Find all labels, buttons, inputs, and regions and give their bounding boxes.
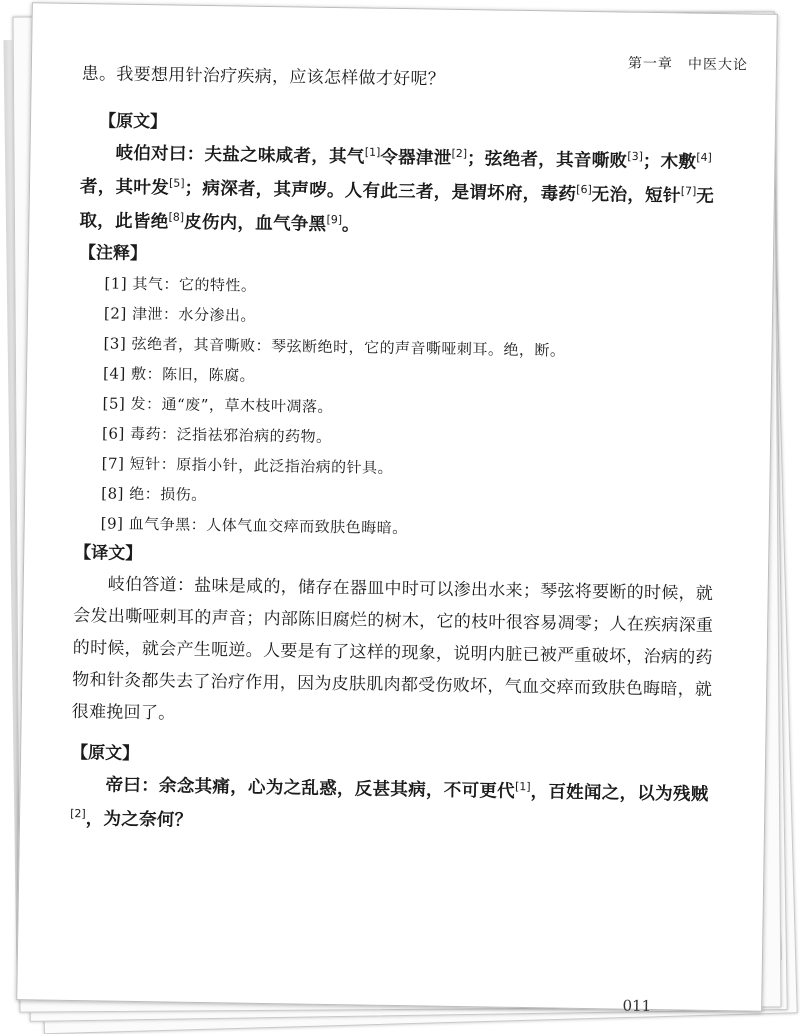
note-ref-9: [9] xyxy=(326,213,343,227)
annotation-item: [3] 弦绝者，其音嘶败：琴弦断绝时，它的声音嘶哑刺耳。绝，断。 xyxy=(103,334,566,360)
yiwen-text: 岐伯答道：盐味是咸的，储存在器皿中时可以渗出水来；琴弦将要断的时候，就会发出嘶哑刺耳的声音；内部陈旧腐烂的树木，它的枝叶很容易凋零；人在疾病深重的时候，就会产生呃逆。人要是有了这样的现象，说明内脏已被严重破坏，治病的药物和针灸都失去了治疗作用，因为皮肤肌肉都受伤败坏，气血交瘁而致肤色晦暗，就很难挽回了。 xyxy=(71,574,714,724)
page-number: 011 xyxy=(622,996,652,1016)
annotation-item: [4] 敷：陈旧，陈腐。 xyxy=(102,364,256,385)
note-ref-2: [2] xyxy=(70,807,86,821)
note-ref-8: [8] xyxy=(168,210,185,224)
annotation-item: [2] 津泄：水分渗出。 xyxy=(103,304,257,325)
annotation-item: [7] 短针：原指小针，此泛指治病的针具。 xyxy=(101,454,394,477)
annotation-item: [6] 毒药：泛指祛邪治病的药物。 xyxy=(101,424,332,446)
section-heading-yuanwen-2: 【原文】 xyxy=(70,742,140,764)
note-ref-1: [1] xyxy=(514,780,531,794)
annotation-item: [5] 发：通“废”，草木枝叶凋落。 xyxy=(102,394,334,416)
page-content xyxy=(70,58,732,846)
annotation-item: [1] 其气：它的特性。 xyxy=(104,274,257,295)
note-ref-5: [5] xyxy=(168,176,185,190)
running-head: 第一章 中医大论 xyxy=(627,55,749,74)
annotation-list xyxy=(100,268,728,548)
section-heading-yiwen: 【译文】 xyxy=(74,542,143,565)
annotation-item: [9] 血气争黑：人体气血交瘁而致肤色晦暗。 xyxy=(100,514,408,538)
note-ref-1: [1] xyxy=(364,145,381,159)
book-page xyxy=(16,2,778,1016)
note-ref-2: [2] xyxy=(451,146,468,161)
note-ref-7: [7] xyxy=(680,184,697,198)
note-ref-4: [4] xyxy=(696,150,713,165)
annotation-item: [8] 绝：损伤。 xyxy=(101,484,207,505)
yuanwen-1-text: 岐伯对曰：夫盐之味咸者，其气[1]令器津泄[2]；弦绝者，其音嘶败[3]；木敷[4]者，其叶发[5]；病深者，其声哕。人有此三者，是谓坏府，毒药[6]无治，短针[7]无取，此皆绝[8]皮伤内，血气争黑[9]。 xyxy=(79,143,715,236)
note-ref-3: [3] xyxy=(627,149,644,163)
section-heading-yuanwen-1: 【原文】 xyxy=(98,111,168,133)
section-heading-zhushi: 【注释】 xyxy=(78,242,148,265)
intro-line: 患。我要想用针治疗疾病，应该怎样做才好呢？ xyxy=(81,63,446,90)
yuanwen-2-text: 帝曰：余念其痛，心为之乱惑，反甚其病，不可更代[1]，百姓闻之，以为残贼[2]，为之奈何？ xyxy=(70,775,709,831)
note-ref-6: [6] xyxy=(576,182,592,197)
